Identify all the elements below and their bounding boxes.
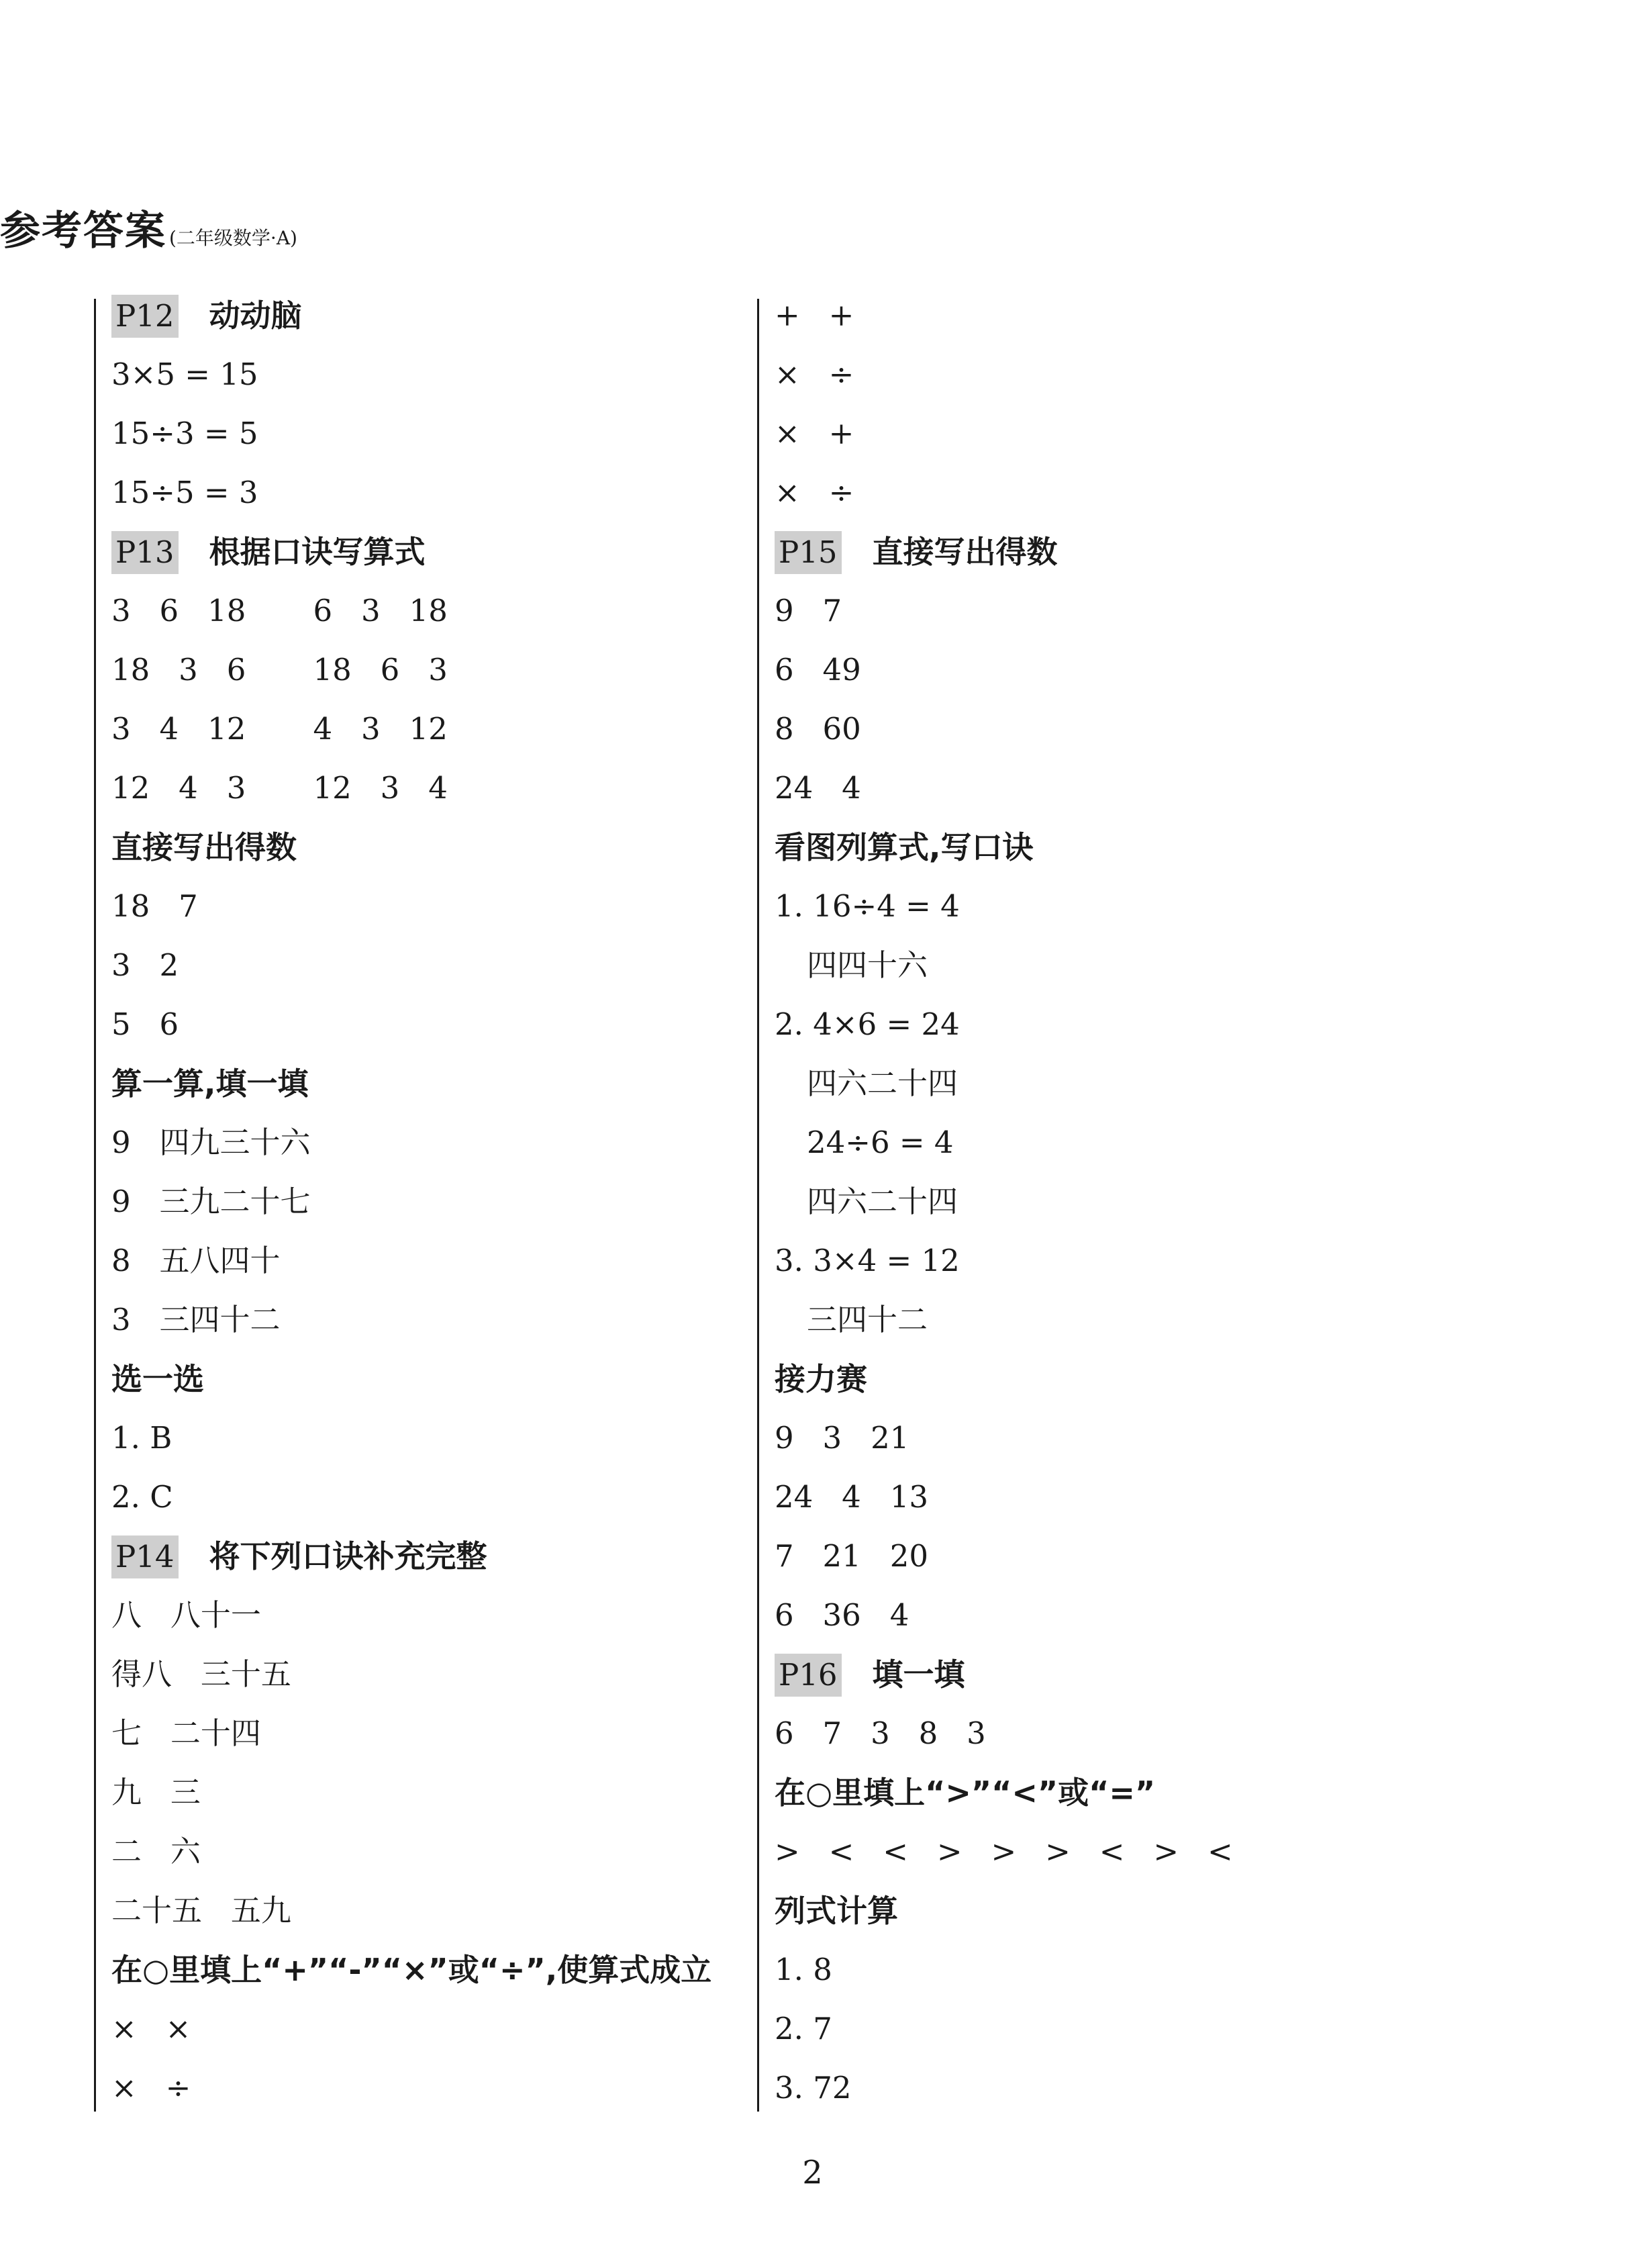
answer-line — [111, 1121, 749, 1180]
answer-line — [775, 353, 1580, 412]
answer-line — [775, 1594, 1580, 1653]
answer-line — [775, 767, 1580, 826]
answer-text: 3. 3×4 = 12 — [775, 1243, 960, 1278]
answer-line — [775, 1062, 1580, 1121]
answer-line — [111, 2067, 749, 2126]
answer-text: 3 6 18 6 3 18 — [111, 593, 448, 628]
answer-line — [775, 1535, 1580, 1594]
answer-line — [775, 1830, 1580, 1889]
section-heading-text: 选一选 — [111, 1361, 204, 1397]
section-heading-text: 直接写出得数 — [111, 829, 297, 865]
section-heading — [111, 294, 749, 353]
answer-text: 12 4 3 12 3 4 — [111, 770, 448, 806]
answer-text: 四四十六 — [807, 947, 928, 983]
answer-text: 四六二十四 — [807, 1066, 958, 1101]
answer-text: 15÷5 = 3 — [111, 475, 258, 510]
answer-line — [111, 1298, 749, 1358]
answer-line — [111, 471, 749, 530]
answer-line — [775, 294, 1580, 353]
answer-text: 9 三九二十七 — [111, 1184, 311, 1219]
section-heading — [775, 1653, 1580, 1712]
section-heading-text: 动动脑 — [209, 297, 302, 334]
answer-text: 7 21 20 — [775, 1538, 928, 1574]
section-heading-text: 根据口诀写算式 — [209, 534, 426, 570]
answer-line — [775, 2067, 1580, 2126]
answer-text: 1. B — [111, 1420, 173, 1456]
answer-text: 七 二十四 — [111, 1715, 261, 1751]
answer-line — [775, 412, 1580, 471]
answer-line — [111, 1771, 749, 1830]
answer-line — [111, 649, 749, 708]
answer-line — [111, 708, 749, 767]
page-ref-badge: P15 — [775, 531, 842, 574]
answer-text: 二 六 — [111, 1834, 201, 1869]
answer-line — [775, 471, 1580, 530]
answer-line — [111, 412, 749, 471]
page-number: 2 — [802, 2154, 823, 2191]
header-subtitle: (二年级数学·A) — [169, 227, 297, 249]
answer-text: 3 2 — [111, 947, 179, 983]
answer-text: 9 四九三十六 — [111, 1125, 311, 1160]
page-header — [0, 199, 297, 256]
answer-text: 24÷6 = 4 — [807, 1125, 954, 1160]
answer-line — [111, 1889, 749, 1948]
answer-line — [111, 1180, 749, 1239]
answer-text: 8 五八四十 — [111, 1243, 281, 1278]
answer-text: × × — [111, 2011, 191, 2046]
answer-line — [111, 944, 749, 1003]
answer-line — [111, 1712, 749, 1771]
section-heading-text: 将下列口诀补充完整 — [209, 1538, 487, 1574]
answer-text: × ÷ — [111, 2070, 191, 2106]
header-title: 参考答案 — [0, 207, 166, 254]
answer-text: 2. 7 — [775, 2011, 832, 2046]
section-heading — [775, 826, 1580, 885]
answer-text: 24 4 13 — [775, 1479, 928, 1515]
answer-text: 1. 16÷4 = 4 — [775, 888, 960, 924]
answer-line — [775, 885, 1580, 944]
page-ref-badge: P16 — [775, 1654, 842, 1697]
answer-text: 八 八十一 — [111, 1597, 261, 1633]
answer-line — [775, 1712, 1580, 1771]
answer-text: 5 6 — [111, 1006, 179, 1042]
answer-line — [775, 1180, 1580, 1239]
answer-line — [111, 1830, 749, 1889]
answer-text: 6 7 3 8 3 — [775, 1715, 986, 1751]
answer-text: 1. 8 — [775, 1952, 832, 1987]
section-heading — [111, 1358, 749, 1417]
answer-text: 3 4 12 4 3 12 — [111, 711, 448, 747]
answer-line — [111, 1003, 749, 1062]
answer-text: × ÷ — [775, 475, 854, 510]
answer-text: 24 4 — [775, 770, 861, 806]
answer-line — [775, 1417, 1580, 1476]
section-heading-text: 算一算,填一填 — [111, 1066, 309, 1102]
section-heading — [775, 1771, 1580, 1830]
section-heading — [775, 530, 1580, 589]
section-heading-text: 看图列算式,写口诀 — [775, 829, 1034, 865]
section-heading — [111, 530, 749, 589]
answer-text: > < < > > > < > < — [775, 1834, 1233, 1869]
right-answer-column — [775, 294, 1580, 2126]
answer-line — [111, 885, 749, 944]
answer-line — [775, 1003, 1580, 1062]
section-heading — [775, 1358, 1580, 1417]
answer-line — [111, 1653, 749, 1712]
answer-text: 6 36 4 — [775, 1597, 909, 1633]
answer-text: 8 60 — [775, 711, 861, 747]
answer-text: 三四十二 — [807, 1302, 928, 1337]
section-heading — [111, 1948, 749, 2007]
section-heading — [111, 1535, 749, 1594]
page-ref-badge: P12 — [111, 295, 179, 338]
answer-text: × + — [775, 416, 854, 451]
section-heading — [111, 1062, 749, 1121]
answer-line — [111, 767, 749, 826]
answer-line — [111, 1417, 749, 1476]
answer-line — [775, 708, 1580, 767]
answer-line — [111, 589, 749, 649]
answer-line — [775, 649, 1580, 708]
answer-line — [111, 1476, 749, 1535]
section-heading-text: 列式计算 — [775, 1893, 898, 1929]
answer-text: × ÷ — [775, 357, 854, 392]
section-heading-text: 在○里填上“>”“<”或“=” — [775, 1775, 1156, 1811]
answer-line — [775, 1121, 1580, 1180]
answer-line — [111, 2007, 749, 2067]
answer-text: 9 3 21 — [775, 1420, 909, 1456]
left-margin-rule — [94, 299, 96, 2112]
answer-text: 18 3 6 18 6 3 — [111, 652, 448, 688]
section-heading-text: 在○里填上“+”“-”“×”或“÷”,使算式成立 — [111, 1952, 712, 1988]
answer-text: 2. 4×6 = 24 — [775, 1006, 960, 1042]
answer-text: 3. 72 — [775, 2070, 852, 2106]
section-heading — [111, 826, 749, 885]
answer-line — [775, 1476, 1580, 1535]
column-divider — [757, 299, 759, 2112]
answer-line — [775, 944, 1580, 1003]
answer-text: 15÷3 = 5 — [111, 416, 258, 451]
answer-text: 3 三四十二 — [111, 1302, 281, 1337]
answer-line — [111, 1594, 749, 1653]
answer-text: 3×5 = 15 — [111, 357, 258, 392]
answer-line — [775, 1298, 1580, 1358]
left-answer-column — [111, 294, 749, 2126]
section-heading-text: 接力赛 — [775, 1361, 867, 1397]
answer-text: 18 7 — [111, 888, 198, 924]
answer-text: 二十五 五九 — [111, 1893, 291, 1928]
answer-line — [111, 1239, 749, 1298]
section-heading-text: 填一填 — [872, 1656, 965, 1693]
page-ref-badge: P13 — [111, 531, 179, 574]
answer-text: + + — [775, 297, 854, 333]
answer-text: 四六二十四 — [807, 1184, 958, 1219]
section-heading-text: 直接写出得数 — [872, 534, 1058, 570]
answer-line — [775, 1239, 1580, 1298]
answer-line — [775, 1948, 1580, 2007]
answer-text: 6 49 — [775, 652, 861, 688]
answer-text: 得八 三十五 — [111, 1656, 291, 1692]
page-ref-badge: P14 — [111, 1535, 179, 1578]
answer-text: 2. C — [111, 1479, 173, 1515]
answer-line — [111, 353, 749, 412]
section-heading — [775, 1889, 1580, 1948]
answer-text: 9 7 — [775, 593, 842, 628]
answer-line — [775, 589, 1580, 649]
answer-text: 九 三 — [111, 1775, 201, 1810]
answer-line — [775, 2007, 1580, 2067]
